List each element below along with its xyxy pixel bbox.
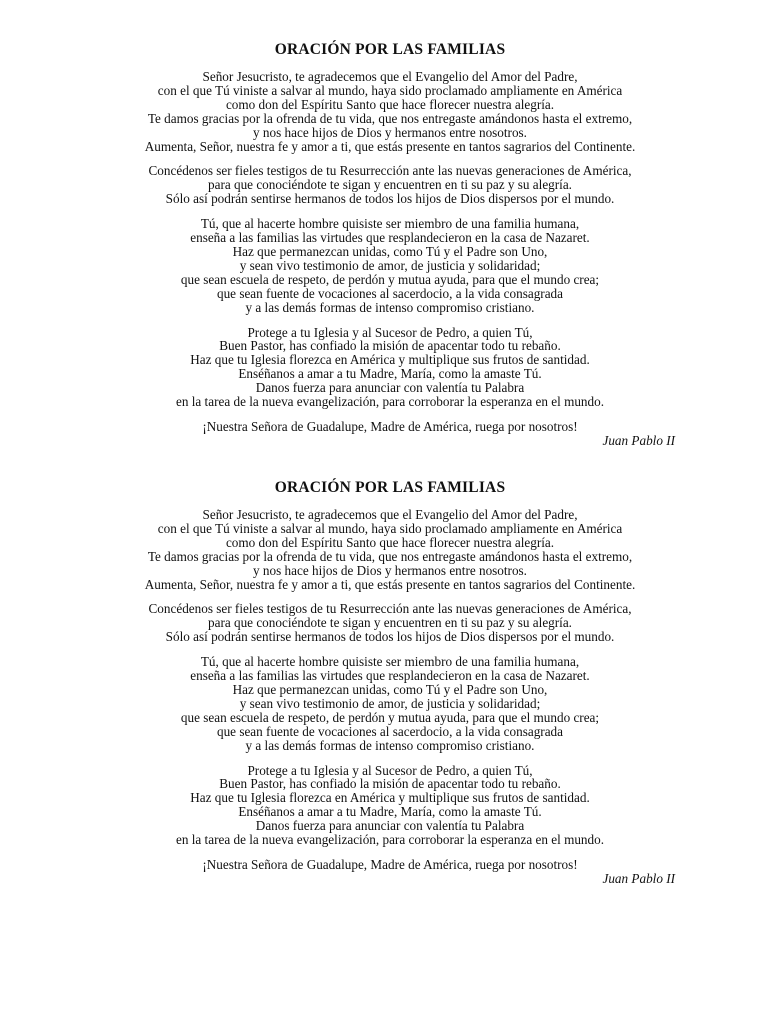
verse-line: Concédenos ser fieles testigos de tu Resurrección ante las nuevas generaciones de América, <box>148 601 632 617</box>
verse-line: Señor Jesucristo, te agradecemos que el Evangelio del Amor del Padre, <box>202 69 578 84</box>
stanza <box>60 217 720 314</box>
verse-line: Danos fuerza para anunciar con valentía tu Palabra <box>255 818 525 834</box>
closing-invocation: ¡Nuestra Señora de Guadalupe, Madre de América, ruega por nosotros! <box>202 856 578 872</box>
verse-line: Enséñanos a amar a tu Madre, María, como la amaste Tú. <box>238 804 542 820</box>
verse-line: que sean fuente de vocaciones al sacerdocio, a la vida consagrada <box>216 285 563 301</box>
stanza <box>60 602 720 644</box>
prayer-title: ORACIÓN POR LAS FAMILIAS <box>274 41 506 58</box>
verse-line: Haz que tu Iglesia florezca en América y multiplique sus frutos de santidad. <box>190 352 590 368</box>
verse-line: Sólo así podrán sentirse hermanos de todos los hijos de Dios dispersos por el mundo. <box>165 629 615 645</box>
verse-line: Haz que permanezcan unidas, como Tú y el Padre son Uno, <box>232 681 548 697</box>
verse-line: y a las demás formas de intenso compromiso cristiano. <box>245 299 535 315</box>
verse-line: Sólo así podrán sentirse hermanos de todos los hijos de Dios dispersos por el mundo. <box>165 191 615 207</box>
stanza <box>60 164 720 206</box>
verse-line: y sean vivo testimonio de amor, de justicia y solidaridad; <box>239 695 541 711</box>
stanza <box>60 508 720 591</box>
verse-line: Aumenta, Señor, nuestra fe y amor a ti, que estás presente en tantos sagrarios del Continente. <box>144 576 636 592</box>
verse-line: Aumenta, Señor, nuestra fe y amor a ti, que estás presente en tantos sagrarios del Continente. <box>144 138 636 154</box>
verse-line: que sean fuente de vocaciones al sacerdocio, a la vida consagrada <box>216 723 563 739</box>
verse-line: Haz que tu Iglesia florezca en América y multiplique sus frutos de santidad. <box>190 790 590 806</box>
verse-line: y sean vivo testimonio de amor, de justicia y solidaridad; <box>239 257 541 273</box>
stanza <box>60 764 720 847</box>
stanza <box>60 655 720 752</box>
verse-line: Protege a tu Iglesia y al Sucesor de Pedro, a quien Tú, <box>247 762 533 778</box>
verse-line: Concédenos ser fieles testigos de tu Resurrección ante las nuevas generaciones de América, <box>148 163 632 179</box>
verse-line: Buen Pastor, has confiado la misión de apacentar todo tu rebaño. <box>219 776 561 792</box>
verse-line: Señor Jesucristo, te agradecemos que el Evangelio del Amor del Padre, <box>202 507 578 522</box>
verse-line: Tú, que al hacerte hombre quisiste ser miembro de una familia humana, <box>200 216 580 232</box>
prayer-block <box>60 40 720 448</box>
author-signature: Juan Pablo II <box>602 870 675 886</box>
verse-line: Danos fuerza para anunciar con valentía tu Palabra <box>255 380 525 396</box>
verse-line: para que conociéndote te sigan y encuentren en ti su paz y su alegría. <box>208 615 572 631</box>
verse-line: Haz que permanezcan unidas, como Tú y el Padre son Uno, <box>232 243 548 259</box>
verse-line: con el que Tú viniste a salvar al mundo, haya sido proclamado ampliamente en América <box>157 82 623 98</box>
closing-invocation: ¡Nuestra Señora de Guadalupe, Madre de América, ruega por nosotros! <box>202 418 578 434</box>
verse-line: y nos hace hijos de Dios y hermanos entre nosotros. <box>253 562 527 578</box>
verse-line: Tú, que al hacerte hombre quisiste ser miembro de una familia humana, <box>200 654 580 670</box>
stanza <box>60 326 720 409</box>
verse-line: enseña a las familias las virtudes que resplandecieron en la casa de Nazaret. <box>190 668 590 684</box>
verse-line: como don del Espíritu Santo que hace florecer nuestra alegría. <box>225 96 555 112</box>
verse-line: para que conociéndote te sigan y encuentren en ti su paz y su alegría. <box>208 177 572 193</box>
verse-line: con el que Tú viniste a salvar al mundo, haya sido proclamado ampliamente en América <box>157 520 623 536</box>
verse-line: Te damos gracias por la ofrenda de tu vida, que nos entregaste amándonos hasta el extremo, <box>147 548 633 564</box>
author-signature: Juan Pablo II <box>602 432 675 448</box>
verse-line: en la tarea de la nueva evangelización, para corroborar la esperanza en el mundo. <box>176 832 604 848</box>
verse-line: que sean escuela de respeto, de perdón y mutua ayuda, para que el mundo crea; <box>180 709 600 725</box>
verse-line: y a las demás formas de intenso compromiso cristiano. <box>245 737 535 753</box>
verse-line: Enséñanos a amar a tu Madre, María, como la amaste Tú. <box>238 366 542 382</box>
prayer-block <box>60 478 720 886</box>
verse-line: como don del Espíritu Santo que hace florecer nuestra alegría. <box>225 534 555 550</box>
verse-line: y nos hace hijos de Dios y hermanos entre nosotros. <box>253 124 527 140</box>
verse-line: Protege a tu Iglesia y al Sucesor de Pedro, a quien Tú, <box>247 324 533 340</box>
verse-line: que sean escuela de respeto, de perdón y mutua ayuda, para que el mundo crea; <box>180 271 600 287</box>
prayer-title: ORACIÓN POR LAS FAMILIAS <box>274 479 506 496</box>
verse-line: Te damos gracias por la ofrenda de tu vida, que nos entregaste amándonos hasta el extremo, <box>147 110 633 126</box>
verse-line: Buen Pastor, has confiado la misión de apacentar todo tu rebaño. <box>219 338 561 354</box>
stanza <box>60 70 720 153</box>
verse-line: enseña a las familias las virtudes que resplandecieron en la casa de Nazaret. <box>190 230 590 246</box>
verse-line: en la tarea de la nueva evangelización, para corroborar la esperanza en el mundo. <box>176 394 604 410</box>
